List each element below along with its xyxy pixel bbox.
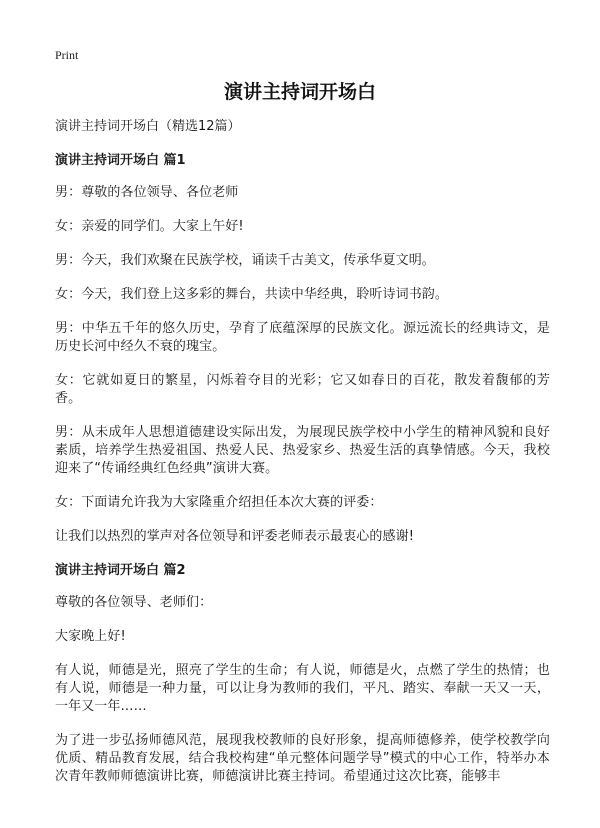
section-2 [55,562,550,786]
paragraph: 大家晚上好! [55,629,126,644]
section-heading: 演讲主持词开场白 篇2 [55,563,186,578]
paragraph: 让我们以热烈的掌声对各位领导和评委老师表示最衷心的感谢! [55,529,415,544]
print-link[interactable]: Print [55,48,79,62]
section-1 [55,152,550,546]
paragraph: 男：尊敬的各位领导、各位老师 [55,185,239,200]
paragraph: 尊敬的各位领导、老师们： [55,595,213,610]
paragraph: 男：中华五千年的悠久历史，孕育了底蕴深厚的民族文化。源远流长的经典诗文，是历史长河中经久不衰的瑰宝。 [55,321,550,354]
paragraph: 女：今天，我们登上这多彩的舞台，共读中华经典，聆听诗词书韵。 [55,287,449,302]
section-heading: 演讲主持词开场白 篇1 [55,153,186,168]
document-title: 演讲主持词开场白 [223,81,376,103]
paragraph: 男：从未成年人思想道德建设实际出发，为展现民族学校中小学生的精神风貌和良好素质，培养学生热爱祖国、热爱人民、热爱家乡、热爱生活的真挚情感。今天，我校迎来了“传诵经典红色经典”演讲大赛。 [55,425,550,476]
paragraph: 男：今天，我们欢聚在民族学校，诵读千古美文，传承华夏文明。 [55,253,435,268]
paragraph: 为了进一步弘扬师德风范，展现我校教师的良好形象，提高师德修养，使学校教学向优质、精品教育发展，结合我校构建“单元整体问题学导”模式的中心工作，特举办本次青年教师师德演讲比赛，师德演讲比赛主持词。希望通过这次比赛，能够丰 [55,733,550,784]
paragraph: 女：它就如夏日的繁星，闪烁着夺目的光彩；它又如春日的百花，散发着馥郁的芳香。 [55,373,550,406]
paragraph: 有人说，师德是光，照亮了学生的生命；有人说，师德是火，点燃了学生的热情；也有人说，师德是一种力量，可以让身为教师的我们，平凡、踏实、奉献一天又一天，一年又一年…… [55,663,550,714]
paragraph: 女：亲爱的同学们。大家上午好! [55,219,244,234]
paragraph: 女：下面请允许我为大家隆重介绍担任本次大赛的评委： [55,495,383,510]
document-subtitle: 演讲主持词开场白（精选12篇） [55,119,241,134]
document-body [55,118,550,802]
